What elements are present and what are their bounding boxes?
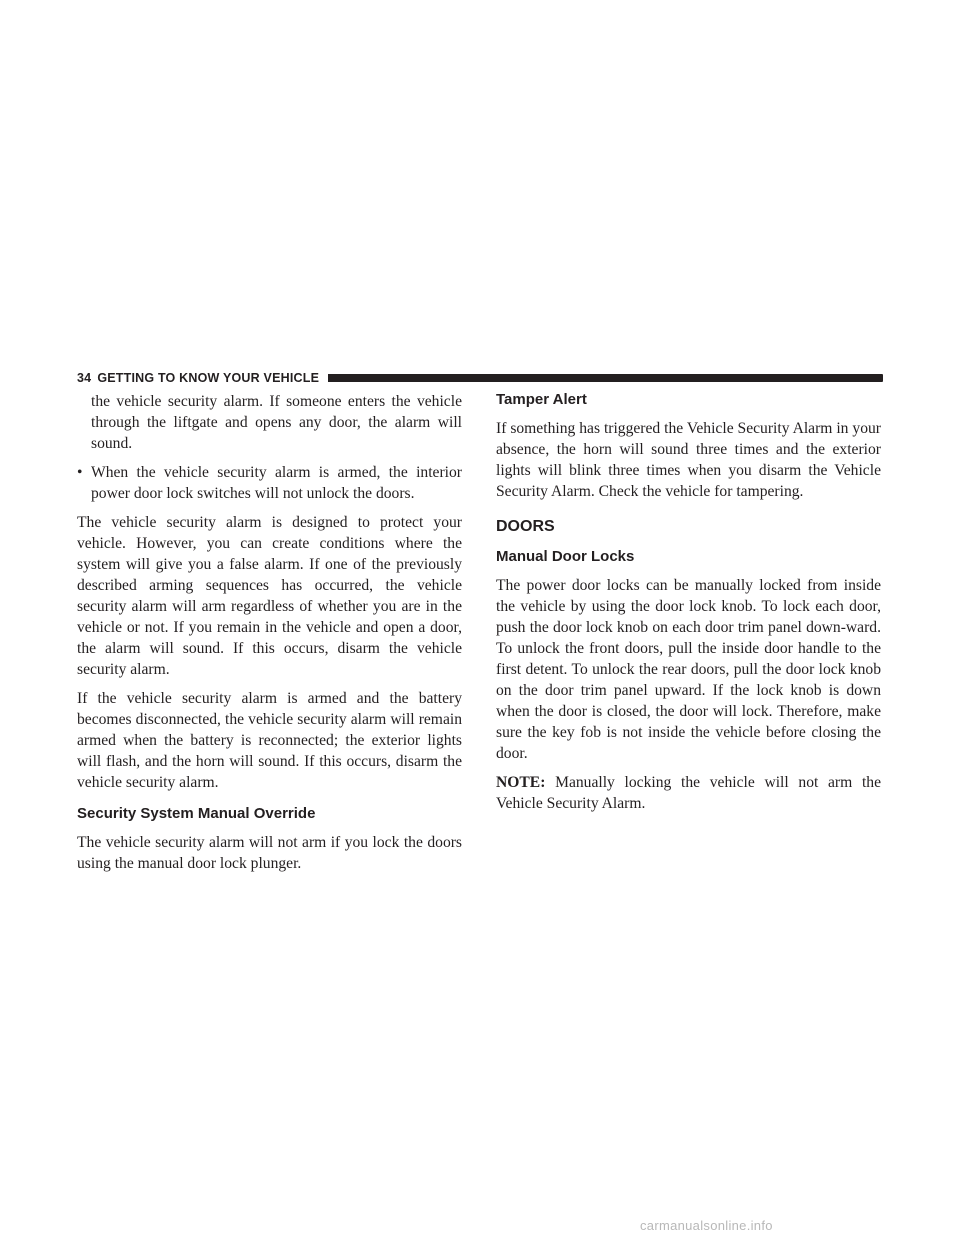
section-title: GETTING TO KNOW YOUR VEHICLE (97, 370, 320, 385)
note (496, 772, 881, 814)
paragraph-door-locks: The power door locks can be manually locked from inside the vehicle by using the door lock knob. To lock each door, push the door lock knob on each door trim panel down-ward. To unlock the front doors, pull the inside door handle to the first detent. To unlock the rear doors, pull the door lock knob on the door trim panel upward. If the lock knob is down when the door is closed, the door will lock. Therefore, make sure the key fob is not inside the vehicle before closing the door. (496, 577, 881, 762)
watermark: carmanualsonline.info (640, 1218, 773, 1233)
bullet-text: When the vehicle security alarm is armed, the interior power door lock switches will not unlock the doors. (91, 464, 462, 502)
note-text: Manually locking the vehicle will not arm the Vehicle Security Alarm. (496, 774, 881, 812)
header-rule (328, 374, 883, 382)
heading-tamper-alert: Tamper Alert (496, 391, 587, 408)
bullet-item (77, 462, 462, 504)
continuation-text: the vehicle security alarm. If someone enters the vehicle through the liftgate and opens any door, the alarm will sound. (91, 393, 462, 452)
heading-manual-door-locks: Manual Door Locks (496, 548, 635, 565)
paragraph-tamper: If something has triggered the Vehicle Security Alarm in your absence, the horn will sound three times and the exterior lights will blink three times when you disarm the Vehicle Security Alarm. Check the vehicle for tampering. (496, 420, 881, 500)
heading-doors: DOORS (496, 518, 555, 535)
paragraph-battery: If the vehicle security alarm is armed and the battery becomes disconnected, the vehicle security alarm will remain armed when the battery is reconnected; the exterior lights will flash, and the horn will sound. If this occurs, disarm the vehicle security alarm. (77, 690, 462, 791)
right-column (496, 391, 881, 822)
bullet-icon: • (77, 464, 83, 481)
page-header (77, 370, 883, 385)
page-number: 34 (77, 370, 92, 385)
paragraph-override: The vehicle security alarm will not arm if you lock the doors using the manual door lock plunger. (77, 834, 462, 872)
left-column (77, 391, 462, 882)
note-label: NOTE: (496, 774, 546, 791)
heading-manual-override: Security System Manual Override (77, 805, 316, 822)
paragraph-false-alarm: The vehicle security alarm is designed to protect your vehicle. However, you can create conditions where the system will give you a false alarm. If one of the previously described arming sequences has occurred, the vehicle security alarm will arm regardless of whether you are in the vehicle or not. If you remain in the vehicle and open a door, the alarm will sound. If this occurs, disarm the vehicle security alarm. (77, 514, 462, 678)
